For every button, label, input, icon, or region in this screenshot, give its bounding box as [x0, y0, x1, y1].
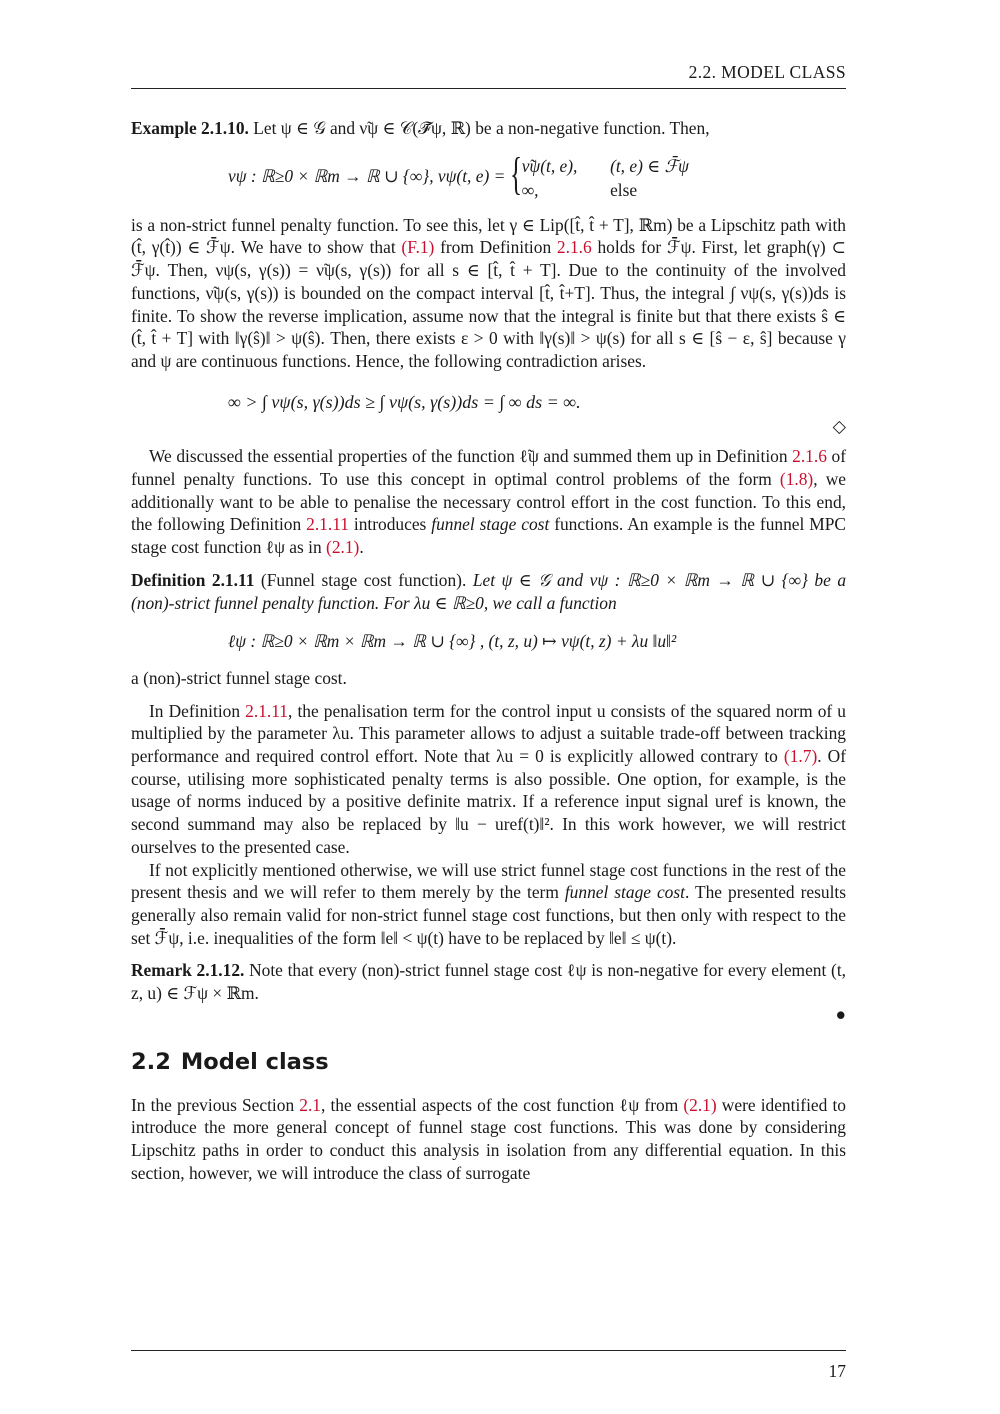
para1-emphasis: funnel stage cost	[431, 514, 550, 535]
example-body-text-a: is a non-strict funnel penalty function. To see this, let γ ∈ Lip([t̂, t̂ + T], ℝm) be a Lipschitz path with (t̂, γ(t̂)) ∈ ℱ̄ψ. We have to show that	[131, 214, 846, 258]
case-row-1	[522, 154, 689, 178]
definition-label: Definition 2.1.11	[131, 569, 255, 590]
section-title: Model class	[180, 1048, 329, 1075]
para2-text-c: . Of course, utilising more sophisticated penalty terms is also possible. One option, for example, is the usage of norms induced by a positive definite matrix. If a reference input signal uref is known, the second summand may also be replaced by ‖u − uref(t)‖². In this work however, we will restrict ourselves to the presented case.	[131, 746, 846, 857]
definition-block	[131, 569, 846, 614]
paragraph-1	[131, 445, 846, 559]
paragraph-4	[131, 1094, 846, 1185]
definition-equation: ℓψ : ℝ≥0 × ℝm × ℝm → ℝ ∪ {∞} , (t, z, u) ↦ νψ(t, z) + λu ‖u‖²	[228, 631, 677, 652]
example-body-text-b: from Definition	[434, 237, 557, 258]
link-ref-eq-2-1[interactable]: (2.1)	[683, 1094, 717, 1115]
example-intro-text: Let ψ ∈ 𝒢 and ν̃ψ ∈ 𝒞(ℱ̄ψ, ℝ) be a non-negative function. Then,	[253, 118, 710, 138]
case1-value: ν̃ψ(t, e),	[521, 155, 578, 176]
running-header: 2.2. MODEL CLASS	[688, 62, 846, 82]
contradiction-equation: ∞ > ∫ νψ(s, γ(s))ds ≥ ∫ νψ(s, γ(s))ds = ∫ ∞ ds = ∞.	[228, 391, 581, 412]
para1-text-c: , we additionally want to be able to penalise the necessary control effort in the cost function. To this end, the following Definition	[131, 469, 846, 535]
remark-end-mark: ●	[835, 1003, 846, 1024]
para2-text-b: , the penalisation term for the control input u consists of the squared norm of u multiplied by the parameter λu. This parameter allows to adjust a suitable trade-off between tracking performance and required control effort. Note that λu = 0 is explicitly allowed contrary to	[131, 700, 846, 767]
example-end-mark: ◇	[832, 416, 846, 437]
example-body-text-c: holds for ℱ̄ψ. First, let graph(γ) ⊂ ℱ̄ψ. Then, νψ(s, γ(s)) = ν̃ψ(s, γ(s)) for all s ∈ [t̂, t̂ + T]. Due to the continuity of the involved functions, ν̃ψ(s, γ(s)) is bounded on the compact interval [t̂, t̂+T]. Thus, the integral ∫ νψ(s, γ(s))ds is finite. To show the reverse implication, assume now that the integral is finite but that there exists ŝ ∈ (t̂, t̂ + T] with ‖γ(ŝ)‖ > ψ(ŝ). Then, there exists ε > 0 with ‖γ(s)‖ > ψ(s) for all s ∈ [ŝ − ε, ŝ] because γ and ψ are continuous functions. Hence, the following contradiction arises.	[131, 237, 846, 371]
para4-text-c: were identified to introduce the more general concept of funnel stage cost functions. This was done by considering Lipschitz paths in order to conduct this analysis in isolation from any differential equation. In this section, however, we will introduce the class of surrogate	[131, 1094, 846, 1183]
para3-text-a: If not explicitly mentioned otherwise, we will use strict funnel stage cost functions in the rest of the present thesis and we will refer to them merely by the term	[131, 859, 846, 903]
example-intro	[131, 117, 846, 140]
remark-label: Remark 2.1.12.	[131, 960, 245, 981]
section-heading	[131, 1048, 846, 1075]
example-equation-lhs: νψ : ℝ≥0 × ℝm → ℝ ∪ {∞}, νψ(t, e) =	[228, 165, 506, 186]
para4-text-a: In the previous Section	[131, 1094, 300, 1115]
para1-text-e: functions. An example is the funnel MPC stage cost function ℓψ as in	[131, 514, 846, 558]
paragraph-3	[131, 859, 846, 950]
link-ref-section-2-1[interactable]: 2.1	[299, 1094, 321, 1115]
link-ref-def-2-1-11[interactable]: 2.1.11	[306, 514, 349, 535]
example-label: Example 2.1.10.	[131, 118, 249, 138]
section-number: 2.2	[131, 1048, 171, 1075]
definition-text: Let ψ ∈ 𝒢 and νψ : ℝ≥0 × ℝm → ℝ ∪ {∞} be a (non)-strict funnel penalty function. For λu ∈ ℝ≥0, we call a function	[131, 569, 847, 613]
link-ref-def-2-1-6[interactable]: 2.1.6	[792, 446, 827, 467]
footer-rule	[131, 1350, 846, 1351]
cases-block	[509, 147, 689, 202]
case2-value: ∞,	[521, 179, 539, 200]
case-row-2	[522, 178, 689, 202]
example-equation	[228, 147, 846, 202]
para4-text-b: , the essential aspects of the cost function ℓψ from	[321, 1094, 684, 1115]
para3-emphasis: funnel stage cost	[564, 882, 685, 903]
para1-text-f: .	[359, 537, 364, 558]
case1-condition: (t, e) ∈ ℱ̄ψ	[610, 155, 689, 176]
cases-brace: {	[509, 147, 522, 199]
example-body	[131, 214, 846, 373]
remark-text: Note that every (non)-strict funnel stage cost ℓψ is non-negative for every element (t, z, u) ∈ ℱψ × ℝm.	[131, 960, 846, 1004]
definition-closing: a (non)-strict funnel stage cost.	[131, 667, 347, 688]
header-rule	[131, 88, 846, 89]
case2-condition: else	[610, 179, 638, 200]
para2-text-a: In Definition	[149, 700, 246, 721]
link-ref-eq-1-8[interactable]: (1.8)	[779, 469, 814, 490]
page-number: 17	[828, 1361, 846, 1381]
paragraph-2	[131, 700, 846, 859]
para3-text-b: . The presented results generally also remain valid for non-strict funnel stage cost functions, but then only with respect to the set ℱ̄ψ, i.e. inequalities of the form ‖e‖ < ψ(t) have to be replaced by ‖e‖ ≤ ψ(t).	[131, 882, 847, 948]
link-ref-eq-1-7[interactable]: (1.7)	[783, 746, 818, 767]
para1-text-a: We discussed the essential properties of the function ℓ̃ψ and summed them up in Definition	[149, 446, 793, 467]
link-ref-def-2-1-6[interactable]: 2.1.6	[556, 237, 592, 258]
para1-text-d: introduces	[348, 514, 432, 535]
link-ref-F1[interactable]: (F.1)	[401, 237, 435, 258]
link-ref-def-2-1-11[interactable]: 2.1.11	[245, 700, 289, 721]
para1-text-b: of funnel penalty functions. To use this concept in optimal control problems of the form	[131, 446, 846, 490]
page-content	[131, 117, 846, 1184]
definition-name: (Funnel stage cost function).	[260, 569, 467, 590]
remark-block	[131, 959, 846, 1004]
link-ref-eq-2-1[interactable]: (2.1)	[326, 537, 360, 558]
